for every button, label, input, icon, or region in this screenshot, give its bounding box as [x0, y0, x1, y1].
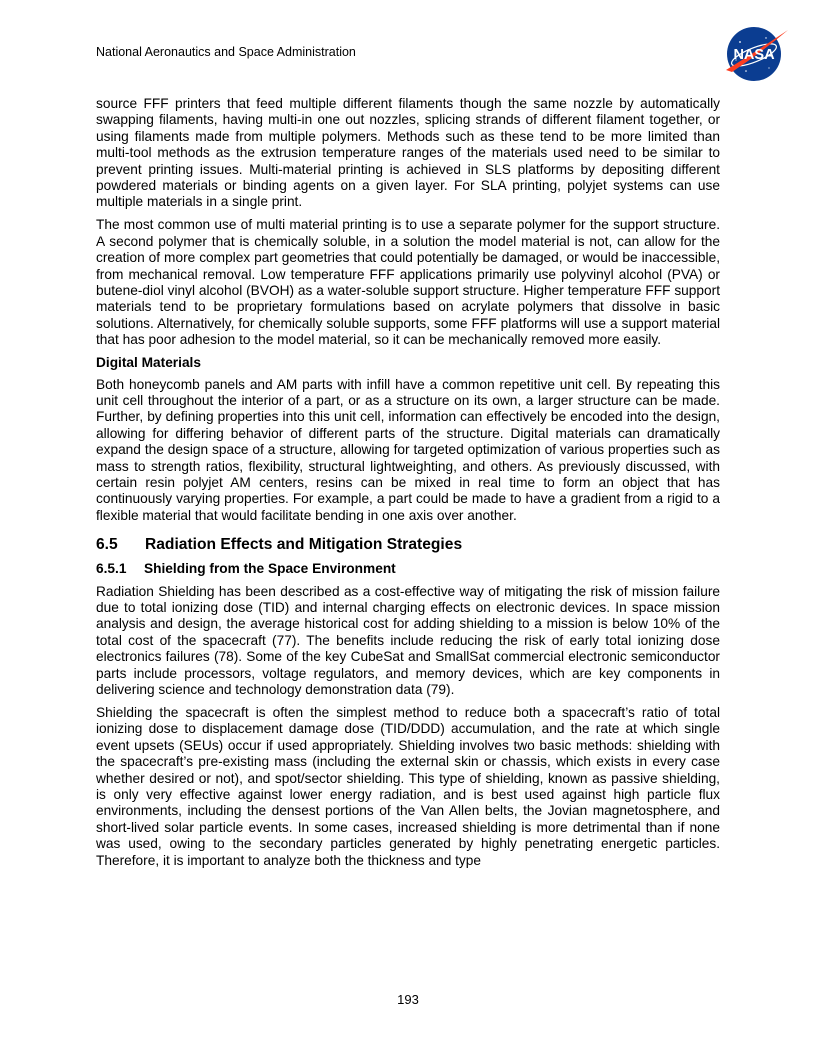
subsection-heading	[96, 561, 720, 577]
section-title: Radiation Effects and Mitigation Strategies	[145, 536, 463, 554]
nasa-logo-icon	[722, 24, 790, 82]
paragraph-shielding-methods: Shielding the spacecraft is often the simplest method to reduce both a spacecraft’s ratio of total ionizing dose to displacement damage dose (TID/DDD) accumulation, and the rate at which single event upsets (SEUs) occur if used appropriately. Shielding involves two basic methods: shielding with the spacecraft’s pre-existing mass (including the external skin or chassis, which exists in every case whether desired or not), and spot/sector shielding. This type of shielding, known as passive shielding, is only very effective against lower energy radiation, and is best used against high particle flux environments, including the densest portions of the Van Allen belts, the Jovian magnetosphere, and short-lived solar particle events. In some cases, increased shielding is more detrimental than if none was used, owing to the secondary particles generated by highly penetrating energetic particles. Therefore, it is important to analyze both the thickness and type	[96, 704, 720, 868]
subsection-number: 6.5.1	[96, 561, 127, 577]
section-heading	[96, 535, 720, 554]
subsection-title: Shielding from the Space Environment	[144, 561, 396, 577]
paragraph-digital-materials: Both honeycomb panels and AM parts with infill have a common repetitive unit cell. By repeating this unit cell throughout the interior of a part, or as a structure on its own, a larger structure can be made. Further, by defining properties into this unit cell, information can effectively be encoded into the design, allowing for differing behavior of different parts of the structure. Digital materials can dramatically expand the design space of a structure, allowing for targeted optimization of various properties such as mass to strength ratios, flexibility, structural lightweighting, and others. As previously discussed, with certain resin polyjet AM centers, resins can be mixed in real time to form an object that has continuously varying properties. For example, a part could be made to have a gradient from a rigid to a flexible material that would facilitate bending in one axis over another.	[96, 376, 720, 523]
paragraph-support-structure: The most common use of multi material printing is to use a separate polymer for the support structure. A second polymer that is chemically soluble, in a solution the model material is not, can allow for the creation of more complex part geometries that could potentially be damaged, or would be inaccessible, from mechanical removal. Low temperature FFF applications primarily use polyvinyl alcohol (PVA) or butene-diol vinyl alcohol (BVOH) as a water-soluble support structure. Higher temperature FFF support materials tend to be proprietary formulations based on acrylate polymers that dissolve in basic solutions. Alternatively, for chemically soluble supports, some FFF platforms will use a support material that has poor adhesion to the model material, so it can be mechanically removed more easily.	[96, 217, 720, 348]
page-number: 193	[397, 992, 419, 1007]
digital-materials-heading: Digital Materials	[96, 355, 201, 371]
header-organization: National Aeronautics and Space Administration	[96, 45, 356, 59]
page-body	[96, 96, 720, 875]
section-number: 6.5	[96, 536, 118, 554]
nasa-logo-text: NASA	[733, 47, 775, 63]
paragraph-radiation-shielding: Radiation Shielding has been described as a cost-effective way of mitigating the risk of mission failure due to total ionizing dose (TID) and internal charging effects on electronic devices. In space mission analysis and design, the average historical cost for adding shielding to a mission is below 10% of the total cost of the spacecraft (77). The benefits include reducing the risk of early total ionizing dose electronics failures (78). Some of the key CubeSat and SmallSat commercial electronic semiconductor parts include processors, voltage regulators, and memory devices, which are key components in delivering science and technology demonstration data (79).	[96, 583, 720, 697]
paragraph-fff-multi-material: source FFF printers that feed multiple different filaments though the same nozzle by automatically swapping filaments, having multi-in one out nozzles, splicing strands of different filament together, or using filaments made from multiple polymers. Methods such as these tend to be more limited than multi-tool methods as the extrusion temperature ranges of the materials used need to be similar to prevent printing issues. Multi-material printing is achieved in SLS platforms by depositing different powdered materials or binding agents on a given layer. For SLA printing, polyjet systems can use multiple materials in a single print.	[96, 96, 720, 210]
